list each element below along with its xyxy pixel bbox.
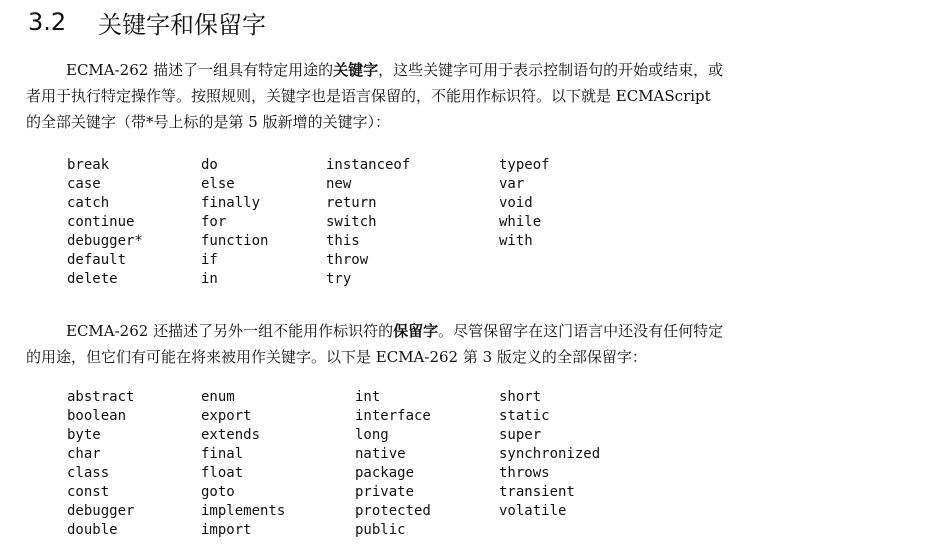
section-number: 3.2 [28, 8, 67, 36]
reserved-word: private [355, 484, 415, 500]
reserved-word: byte [67, 427, 101, 443]
reserved-word: volatile [499, 503, 567, 519]
reserved-word: int [355, 389, 381, 405]
text-run: ，这些关键字可用于表示控制语句的开始或结束，或 [378, 61, 724, 79]
keywords-list [67, 156, 667, 289]
keywords-word: in [201, 271, 218, 287]
reserved-word: long [355, 427, 389, 443]
reserved-word: native [355, 446, 406, 462]
bold-term-reserved: 保留字 [393, 322, 439, 340]
reserved-words-list [67, 388, 667, 540]
text-run: 。尽管保留字在这门语言中还没有任何特定 [438, 322, 724, 340]
keywords-word: switch [326, 214, 377, 230]
reserved-word: synchronized [499, 446, 601, 462]
reserved-word: protected [355, 503, 431, 519]
keywords-word: this [326, 233, 360, 249]
keywords-intro-paragraph [26, 57, 906, 135]
keywords-column [67, 156, 143, 289]
keywords-word: try [326, 271, 352, 287]
reserved-word: abstract [67, 389, 135, 405]
reserved-word: class [67, 465, 110, 481]
keywords-word: catch [67, 195, 110, 211]
reserved-word: debugger [67, 503, 135, 519]
section-title: 关键字和保留字 [98, 10, 266, 39]
keywords-word: new [326, 176, 352, 192]
reserved-word: extends [201, 427, 261, 443]
reserved-intro-paragraph [26, 318, 906, 370]
reserved-column [67, 388, 134, 540]
reserved-word: interface [355, 408, 431, 424]
keywords-word: function [201, 233, 269, 249]
keywords-word: instanceof [326, 157, 411, 173]
keywords-word: var [499, 176, 525, 192]
reserved-word: static [499, 408, 550, 424]
reserved-word: final [201, 446, 244, 462]
reserved-word: package [355, 465, 415, 481]
keywords-word: throw [326, 252, 369, 268]
paragraph-line: 者用于执行特定操作等。按照规则，关键字也是语言保留的，不能用作标识符。以下就是 ECMAScript [26, 87, 711, 105]
keywords-word: with [499, 233, 533, 249]
keywords-word: for [201, 214, 227, 230]
reserved-word: char [67, 446, 101, 462]
reserved-word: enum [201, 389, 235, 405]
keywords-column [499, 156, 550, 251]
reserved-word: throws [499, 465, 550, 481]
reserved-word: boolean [67, 408, 127, 424]
reserved-word: double [67, 522, 118, 538]
reserved-word: implements [201, 503, 286, 519]
paragraph-line [26, 57, 906, 83]
reserved-word: transient [499, 484, 575, 500]
text-run: ECMA-262 还描述了另外一组不能用作标识符的 [66, 322, 394, 340]
reserved-column [201, 388, 285, 540]
reserved-column [355, 388, 431, 540]
text-run: ECMA-262 描述了一组具有特定用途的 [66, 61, 334, 79]
reserved-word: super [499, 427, 542, 443]
keywords-word: if [201, 252, 218, 268]
reserved-word: float [201, 465, 244, 481]
reserved-word: public [355, 522, 406, 538]
keywords-word: else [201, 176, 235, 192]
reserved-word: import [201, 522, 252, 538]
keywords-word: while [499, 214, 542, 230]
section-heading [28, 4, 266, 40]
bold-term-keywords: 关键字 [333, 61, 379, 79]
reserved-column [499, 388, 600, 521]
keywords-word: delete [67, 271, 118, 287]
keywords-word: void [499, 195, 533, 211]
keywords-word: return [326, 195, 377, 211]
keywords-column [201, 156, 268, 289]
reserved-word: goto [201, 484, 235, 500]
reserved-word: const [67, 484, 110, 500]
paragraph-line: 的全部关键字（带*号上标的是第 5 版新增的关键字）： [26, 113, 391, 131]
paragraph-line: 的用途，但它们有可能在将来被用作关键字。以下是 ECMA-262 第 3 版定义的全部保留字： [26, 348, 647, 366]
keywords-word: break [67, 157, 110, 173]
keywords-word: case [67, 176, 101, 192]
keywords-word: default [67, 252, 127, 268]
keywords-column [326, 156, 410, 289]
keywords-word: typeof [499, 157, 550, 173]
keywords-word: do [201, 157, 218, 173]
reserved-word: export [201, 408, 252, 424]
keywords-word: debugger* [67, 233, 143, 249]
keywords-word: finally [201, 195, 261, 211]
keywords-word: continue [67, 214, 135, 230]
reserved-word: short [499, 389, 542, 405]
paragraph-line [26, 318, 906, 344]
